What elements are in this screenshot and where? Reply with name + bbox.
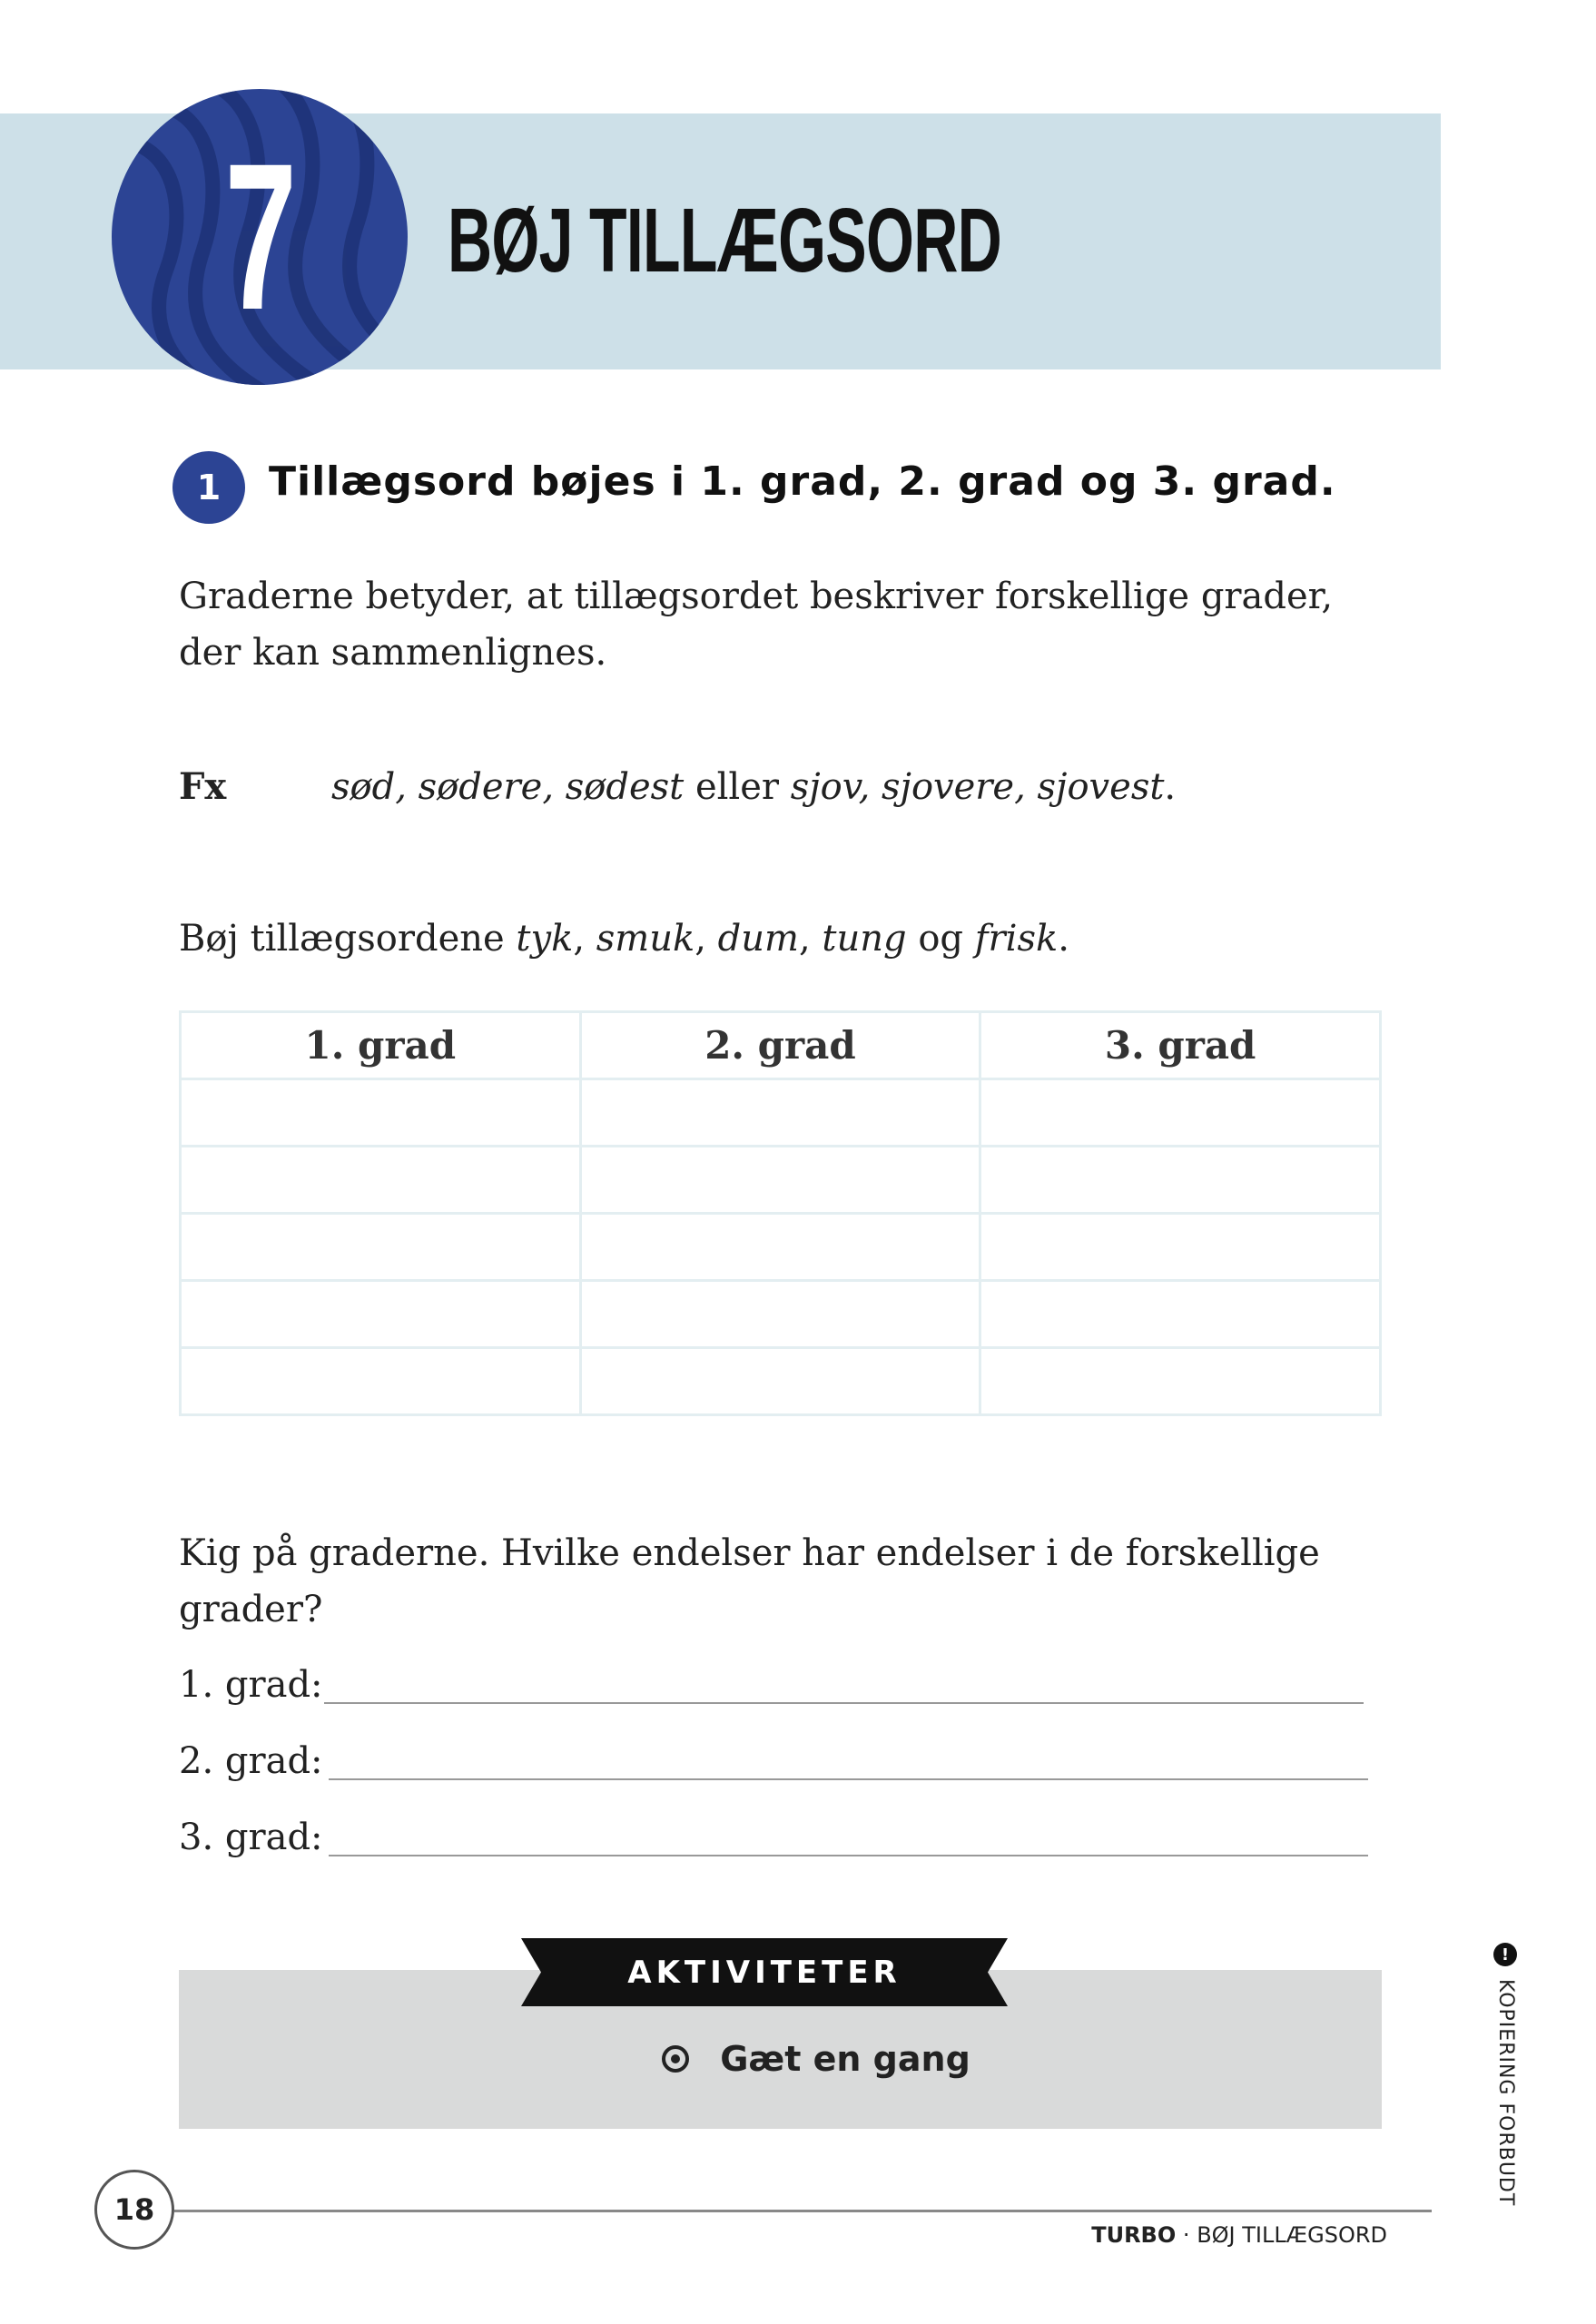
table-cell[interactable] [181,1214,581,1281]
target-icon [662,2045,689,2073]
footer-separator: · [1182,2222,1190,2248]
exercise-title: Tillægsord bøjes i 1. grad, 2. grad og 3. grad. [269,458,1336,505]
answer-line-2[interactable] [329,1778,1368,1780]
example-text [331,759,1176,815]
table-header-row [181,1012,1381,1079]
answer-line-3[interactable] [329,1855,1368,1856]
activity-label: Gæt en gang [720,2039,970,2079]
sep: , [695,918,718,960]
word-tung: tung [822,918,907,960]
table-row [181,1281,1381,1348]
activities-ribbon-label: AKTIVITETER [627,1954,901,1991]
answer-label-3: 3. grad: [179,1817,323,1858]
answer-label-1: 1. grad: [179,1664,323,1706]
answer-row-3 [179,1809,1373,1866]
table-cell[interactable] [580,1147,980,1214]
conjunction: og [906,918,975,960]
answer-line-1[interactable] [324,1702,1364,1704]
exercise-number: 1 [172,451,245,524]
table-cell[interactable] [181,1281,581,1348]
word-frisk: frisk [974,918,1059,960]
answer-row-1 [179,1657,1368,1713]
example-end: . [1164,766,1177,808]
word-tyk: tyk [516,918,574,960]
chapter-title: BØJ TILLÆGSORD [448,190,1002,291]
example-words-1: sød, sødere, sødest [331,766,685,808]
copy-notice [1492,1943,1519,2207]
header-grad-3: 3. grad [980,1012,1381,1079]
table-cell[interactable] [181,1147,581,1214]
exclamation-icon: ! [1493,1943,1517,1966]
page-number: 18 [94,2170,174,2250]
activities-ribbon [521,1938,1008,2006]
table-cell[interactable] [580,1348,980,1415]
table-cell[interactable] [980,1214,1381,1281]
sep: , [573,918,596,960]
table-cell[interactable] [181,1348,581,1415]
instruction-end: . [1058,918,1069,960]
footer-brand: TURBO [1091,2222,1177,2248]
table-cell[interactable] [980,1079,1381,1147]
example-label: Fx [179,765,227,808]
activity-item[interactable] [0,2032,1596,2086]
footer-section: BØJ TILLÆGSORD [1197,2222,1387,2248]
example-words-2: sjov, sjovere, sjovest [790,766,1165,808]
header-grad-1: 1. grad [181,1012,581,1079]
table-cell[interactable] [580,1079,980,1147]
header-grad-2: 2. grad [580,1012,980,1079]
table-row [181,1147,1381,1214]
table-cell[interactable] [181,1079,581,1147]
grade-table [179,1010,1382,1416]
footer-text [1091,2222,1387,2248]
chapter-number: 7 [224,120,295,353]
question-paragraph: Kig på graderne. Hvilke endelser har endelser i de forskellige grader? [179,1532,1320,1630]
example-connector: eller [684,766,791,808]
table-cell[interactable] [580,1214,980,1281]
answer-label-2: 2. grad: [179,1740,323,1782]
table-cell[interactable] [980,1147,1381,1214]
table-row [181,1214,1381,1281]
table-cell[interactable] [580,1281,980,1348]
table-cell[interactable] [980,1281,1381,1348]
sep: , [798,918,823,960]
footer-rule [174,2210,1432,2212]
answer-row-2 [179,1733,1373,1789]
table-cell[interactable] [980,1348,1381,1415]
intro-paragraph: Graderne betyder, at tillægsordet beskriver forskellige grader, der kan sammenlignes. [179,576,1334,674]
copy-notice-text: KOPIERING FORBUDT [1494,1979,1517,2207]
word-dum: dum [717,918,799,960]
chapter-badge [112,89,408,385]
word-smuk: smuk [596,918,695,960]
instruction-prefix: Bøj tillægsordene [179,918,517,960]
table-row [181,1348,1381,1415]
instruction-paragraph [179,911,1395,967]
table-row [181,1079,1381,1147]
